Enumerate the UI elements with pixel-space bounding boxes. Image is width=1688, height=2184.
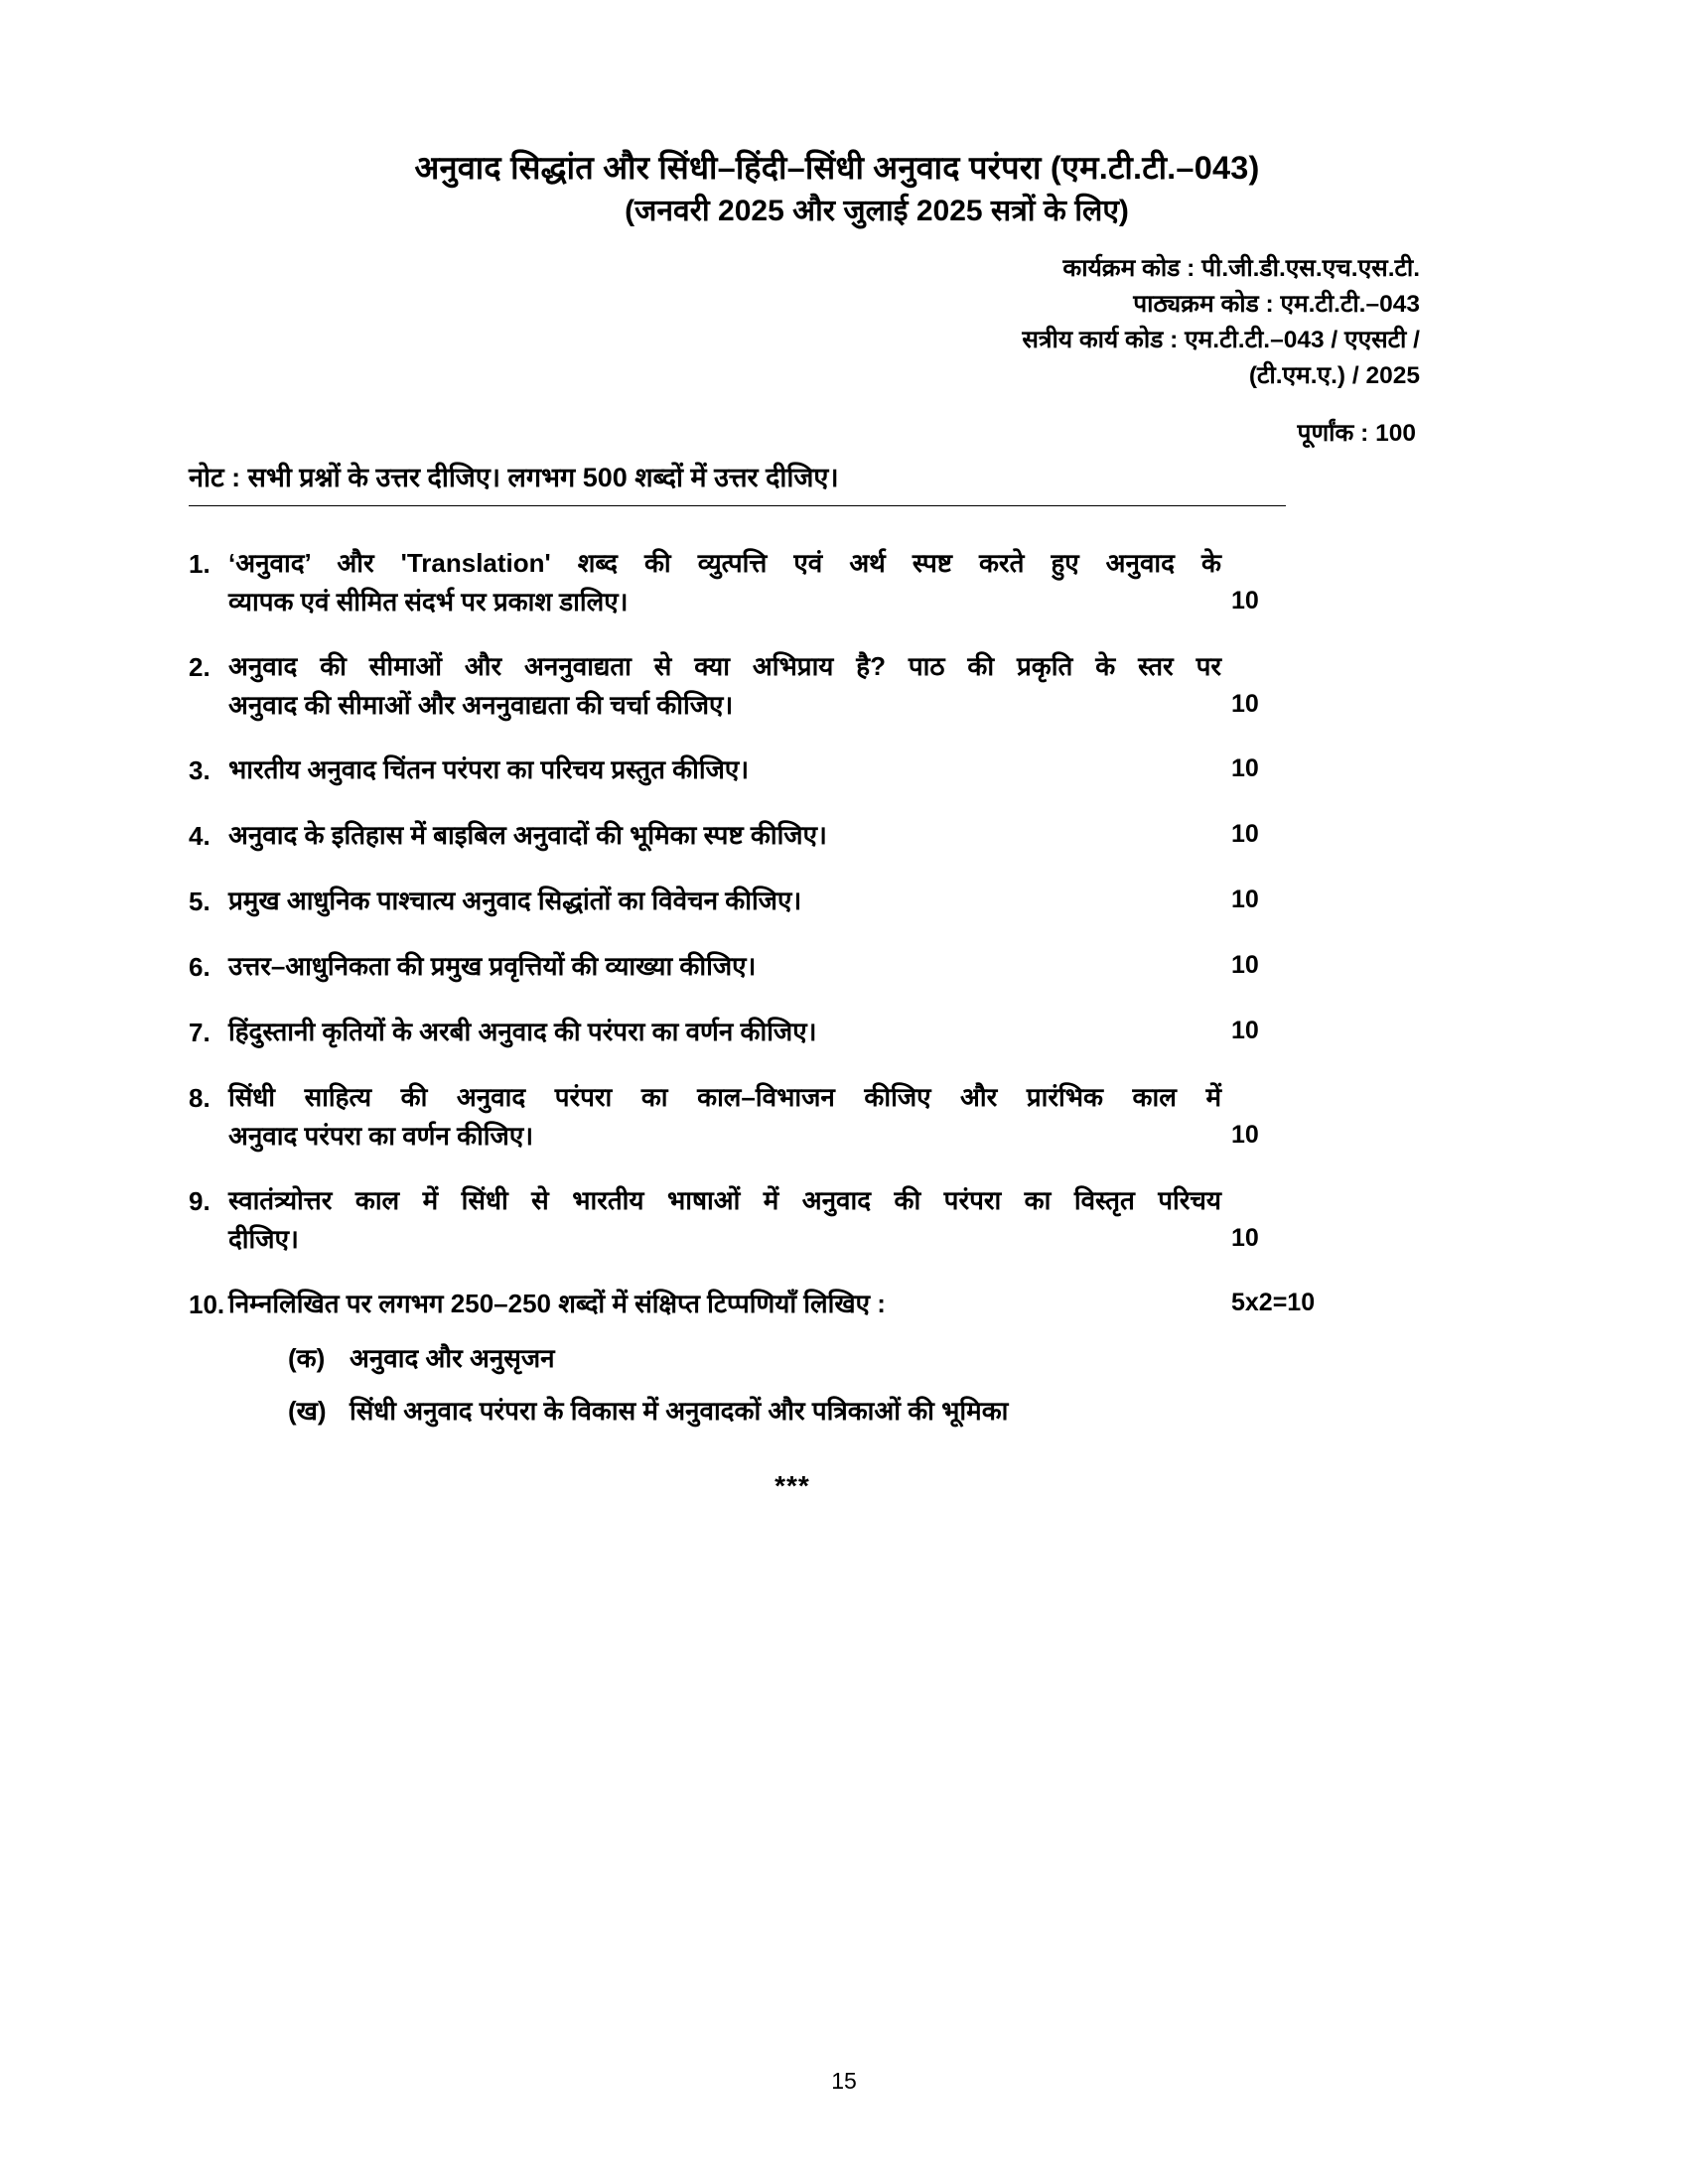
question-number: 6. — [189, 952, 211, 983]
question-item — [189, 544, 1340, 621]
question-text-line: दीजिए। — [228, 1224, 299, 1255]
question-item — [189, 1078, 1340, 1156]
question-text-line: ‘अनुवाद’ और ʹTranslationʹ शब्द की व्युत्पत्ति एवं अर्थ स्पष्ट करते हुए अनुवाद के — [228, 548, 1221, 579]
end-of-paper-mark: *** — [774, 1470, 810, 1502]
question-body — [228, 947, 1340, 986]
question-body — [228, 544, 1340, 621]
question-body — [228, 1181, 1340, 1259]
question-item — [189, 1013, 1340, 1052]
header-divider — [189, 505, 1286, 506]
subitem-label: (ख) — [288, 1396, 327, 1427]
question-text-line: स्वातंत्र्योत्तर काल में सिंधी से भारतीय भाषाओं में अनुवाद की परंपरा का विस्तृत परिचय — [228, 1185, 1221, 1216]
question-body — [228, 816, 1340, 855]
question-body — [228, 1078, 1340, 1156]
question-number: 5. — [189, 887, 211, 917]
question-item — [189, 1181, 1340, 1259]
page-content — [189, 0, 1438, 1502]
question-marks: 10 — [1231, 690, 1259, 719]
question-text-line: भारतीय अनुवाद चिंतन परंपरा का परिचय प्रस्तुत कीजिए। — [228, 754, 750, 785]
question-marks: 10 — [1231, 587, 1259, 615]
subitem-text: अनुवाद और अनुसृजन — [350, 1343, 555, 1374]
question-text-line: उत्तर–आधुनिकता की प्रमुख प्रवृत्तियों की व्याख्या कीजिए। — [228, 951, 757, 982]
question-body — [228, 882, 1340, 920]
course-code: पाठ्यक्रम कोड : एम.टी.टी.–043 — [1133, 291, 1420, 319]
question-text-line: हिंदुस्तानी कृतियों के अरबी अनुवाद की परंपरा का वर्णन कीजिए। — [228, 1017, 817, 1047]
title-block — [246, 0, 1438, 229]
question-number: 10. — [189, 1290, 225, 1320]
assignment-code-continued: (टी.एम.ए.) / 2025 — [1248, 362, 1420, 390]
question-marks: 10 — [1231, 1017, 1259, 1045]
question-body — [228, 1285, 1340, 1444]
total-marks: पूर्णांक : 100 — [1297, 420, 1416, 448]
question-number: 9. — [189, 1186, 211, 1217]
question-subitem — [288, 1392, 1221, 1431]
question-item — [189, 647, 1340, 725]
subitem-text: सिंधी अनुवाद परंपरा के विकास में अनुवादकों और पत्रिकाओं की भूमिका — [350, 1396, 1009, 1427]
note-row — [189, 461, 1438, 506]
instructions-note: नोट : सभी प्रश्नों के उत्तर दीजिए। लगभग 500 शब्दों में उत्तर दीजिए। — [189, 463, 839, 493]
question-text-line: अनुवाद की सीमाओं और अननुवाद्यता की चर्चा कीजिए। — [228, 690, 734, 721]
question-subitem — [288, 1339, 1221, 1378]
question-item — [189, 751, 1340, 790]
question-number: 8. — [189, 1083, 211, 1114]
page-title: अनुवाद सिद्धांत और सिंधी–हिंदी–सिंधी अनुवाद परंपरा (एम.टी.टी.–043) — [414, 150, 1260, 186]
page-subtitle: (जनवरी 2025 और जुलाई 2025 सत्रों के लिए) — [625, 194, 1129, 227]
question-body — [228, 1013, 1340, 1051]
question-item — [189, 1285, 1340, 1444]
programme-code: कार्यक्रम कोड : पी.जी.डी.एस.एच.एस.टी. — [1062, 255, 1420, 283]
question-number: 1. — [189, 549, 211, 580]
question-text-line: अनुवाद के इतिहास में बाइबिल अनुवादों की भूमिका स्पष्ट कीजिए। — [228, 820, 827, 851]
question-number: 3. — [189, 755, 211, 786]
question-marks: 10 — [1231, 754, 1259, 783]
question-body — [228, 751, 1340, 789]
questions-list — [189, 544, 1340, 1444]
question-item — [189, 947, 1340, 987]
question-text-line: सिंधी साहित्य की अनुवाद परंपरा का काल–विभाजन कीजिए और प्रारंभिक काल में — [228, 1082, 1221, 1113]
question-text-line: निम्नलिखित पर लगभग 250–250 शब्दों में संक्षिप्त टिप्पणियाँ लिखिए : — [228, 1289, 886, 1319]
question-subitems — [288, 1339, 1221, 1431]
question-marks: 5x2=10 — [1231, 1289, 1316, 1317]
question-marks: 10 — [1231, 951, 1259, 980]
question-text-line: प्रमुख आधुनिक पाश्चात्य अनुवाद सिद्धांतों का विवेचन कीजिए। — [228, 886, 802, 916]
question-item — [189, 882, 1340, 921]
course-code-block — [246, 251, 1438, 394]
question-marks: 10 — [1231, 820, 1259, 849]
question-body — [228, 647, 1340, 725]
question-marks: 10 — [1231, 886, 1259, 914]
question-text-line: व्यापक एवं सीमित संदर्भ पर प्रकाश डालिए। — [228, 587, 629, 617]
question-text-line: अनुवाद की सीमाओं और अननुवाद्यता से क्या अभिप्राय है? पाठ की प्रकृति के स्तर पर — [228, 651, 1221, 682]
question-marks: 10 — [1231, 1224, 1259, 1253]
question-number: 7. — [189, 1018, 211, 1048]
question-item — [189, 816, 1340, 856]
subitem-label: (क) — [288, 1343, 326, 1374]
assignment-code: सत्रीय कार्य कोड : एम.टी.टी.–043 / एएसटी / — [1022, 327, 1420, 354]
question-marks: 10 — [1231, 1121, 1259, 1150]
page-number: 15 — [831, 2068, 857, 2094]
question-number: 4. — [189, 821, 211, 852]
question-text-line: अनुवाद परंपरा का वर्णन कीजिए। — [228, 1121, 534, 1152]
question-number: 2. — [189, 652, 211, 683]
